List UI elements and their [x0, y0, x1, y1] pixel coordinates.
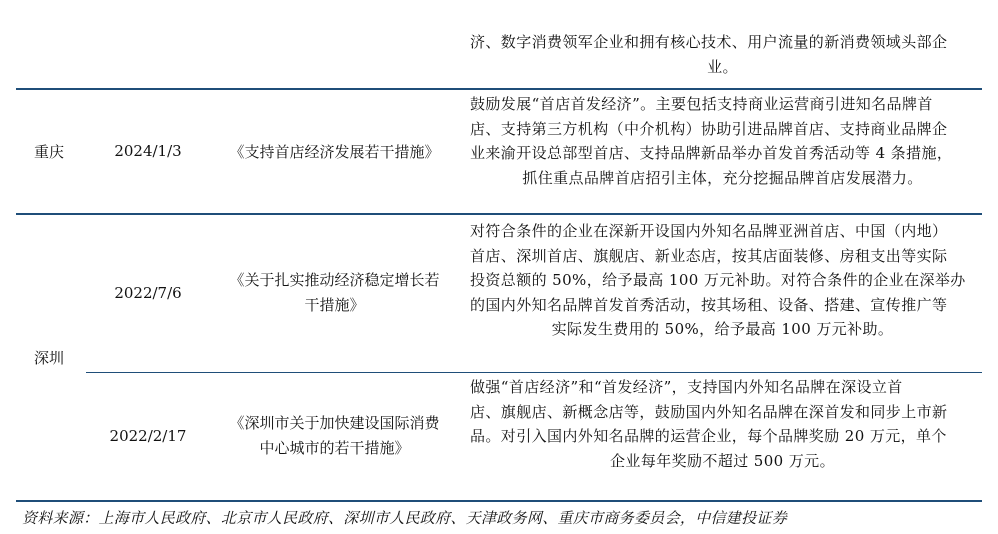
row-2-policy-title — [212, 215, 457, 370]
row-1-date: 2024/1/3 — [114, 142, 182, 160]
row-2-policy-line-1: 《关于扎实推动经济稳定增长若 — [229, 270, 440, 289]
row-2-line-4: 的国内外知名品牌首发首秀活动，按其场租、设备、搭建、宣传推广等 — [470, 295, 948, 314]
row-3-date: 2022/2/17 — [109, 427, 187, 445]
row-2-city: 深圳 — [33, 349, 64, 367]
row-2-line-5: 实际发生费用的 50%，给予最高 100 万元补助。 — [551, 320, 894, 338]
table-bottom-border — [16, 500, 982, 502]
source-note: 资料来源：上海市人民政府、北京市人民政府、深圳市人民政府、天津政务网、重庆市商务委员会，中信建投证券 — [22, 509, 788, 527]
row-1-line-3: 业来渝开设总部型首店、支持品牌新品举办首发首秀活动等 4 条措施， — [470, 144, 953, 162]
row-3-line-3: 品。对引入国内外知名品牌的运营企业，每个品牌奖励 20 万元，单个 — [470, 427, 947, 445]
row-2-date: 2022/7/6 — [114, 283, 182, 302]
row-1-policy-title: 《支持首店经济发展若干措施》 — [229, 142, 440, 161]
row-3-line-2: 店、旗舰店、新概念店等，鼓励国内外知名品牌在深首发和同步上市新 — [470, 402, 948, 421]
row-3-policy-line-2: 中心城市的若干措施》 — [259, 439, 410, 457]
row-1-line-2: 店、支持第三方机构（中介机构）协助引进品牌首店、支持商业品牌企 — [470, 119, 948, 138]
row-2-line-2: 首店、深圳首店、旗舰店、新业态店，按其店面装修、房租支出等实际 — [470, 246, 948, 265]
row-2-line-1: 对符合条件的企业在深新开设国内外知名品牌亚洲首店、中国（内地） — [470, 222, 948, 240]
row-2-line-3: 投资总额的 50%，给予最高 100 万元补助。对符合条件的企业在深举办 — [470, 271, 966, 289]
row-0-measure-text — [470, 30, 975, 79]
row-2-policy-line-2: 干措施》 — [304, 295, 365, 314]
row-3-line-1: 做强“首店经济”和“首发经济”，支持国内外知名品牌在深设立首 — [470, 378, 903, 396]
row-3-line-4: 企业每年奖励不超过 500 万元。 — [610, 451, 835, 470]
row-0-line-1: 济、数字消费领军企业和拥有核心技术、用户流量的新消费领域头部企 — [470, 33, 948, 51]
row-1-city: 重庆 — [33, 142, 64, 161]
row-3-policy-line-1: 《深圳市关于加快建设国际消费 — [229, 414, 440, 432]
row-1-line-4: 抓住重点品牌首店招引主体，充分挖掘品牌首店发展潜力。 — [522, 168, 923, 187]
row-0-line-2: 业。 — [707, 57, 738, 76]
row-3-policy-title — [212, 373, 457, 499]
row-2-measure-text — [470, 219, 975, 342]
row-1-measure-text — [470, 92, 975, 190]
row-3-measure-text — [470, 375, 975, 473]
row-1-line-1: 鼓励发展“首店首发经济”。主要包括支持商业运营商引进知名品牌首 — [470, 95, 933, 113]
